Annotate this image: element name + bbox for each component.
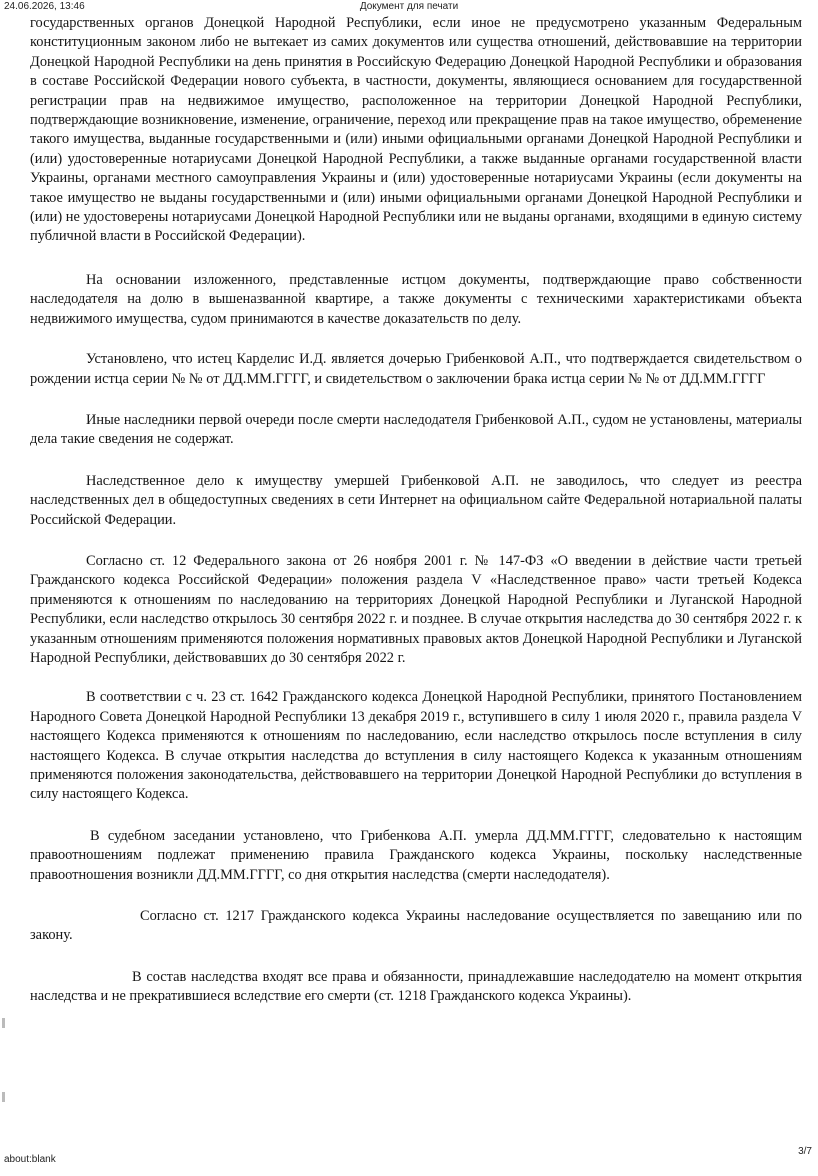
print-datetime: 24.06.2026, 13:46 xyxy=(4,1,85,12)
page-url: about:blank xyxy=(4,1154,56,1165)
paragraph: На основании изложенного, представленные истцом документы, подтверждающие право собственности наследодателя на долю в вышеназванной квартире, а также документы с техническими характеристиками объекта недвижимого имущества, судом принимаются в качестве доказательств по делу. xyxy=(30,271,802,327)
paragraph: Наследственное дело к имуществу умершей Грибенковой А.П. не заводилось, что следует из реестра наследственных дел в общедоступных сведениях в сети Интернет на официальном сайте Федеральной нотариальной палаты Российской Федерации. xyxy=(30,472,802,528)
paragraph: Иные наследники первой очереди после смерти наследодателя Грибенковой А.П., судом не установлены, материалы дела такие сведения не содержат. xyxy=(30,411,802,448)
scan-edge-mark xyxy=(2,1018,5,1028)
paragraph: В судебном заседании установлено, что Грибенкова А.П. умерла ДД.ММ.ГГГГ, следовательно к настоящим правоотношениям подлежат применению правила Гражданского кодекса Украины, поскольку наследственные правоотношения возникли ДД.ММ.ГГГГ, со дня открытия наследства (смерти наследодателя). xyxy=(30,827,802,883)
paragraph: Установлено, что истец Карделис И.Д. является дочерью Грибенковой А.П., что подтверждается свидетельством о рождении истца серии № № от ДД.ММ.ГГГГ, и свидетельством о заключении брака истца серии № № от ДД.ММ.ГГГГ xyxy=(30,351,802,387)
scan-edge-mark xyxy=(2,1092,5,1102)
paragraph: Согласно ст. 12 Федерального закона от 26 ноября 2001 г. № 147-ФЗ «О введении в действие части третьей Гражданского кодекса Российской Федерации» положения раздела V «Наследственное право» части третьей Кодекса применяются к отношениям по наследованию на территориях Донецкой Народной Республики и Луганской Народной Республики, если наследство открылось 30 сентября 2022 г. и позднее. В случае открытия наследства до 30 сентября 2022 г. к указанным отношениям применяются положения нормативных правовых актов Донецкой Народной Республики и Луганской Народной Республики, действовавших до 30 сентября 2022 г. xyxy=(30,552,802,666)
document-body xyxy=(30,14,802,1029)
paragraph: В состав наследства входят все права и обязанности, принадлежавшие наследодателю на момент открытия наследства и не прекратившиеся вследствие его смерти (ст. 1218 Гражданского кодекса Украины). xyxy=(30,968,802,1005)
paragraph: В соответствии с ч. 23 ст. 1642 Гражданского кодекса Донецкой Народной Республики, принятого Постановлением Народного Совета Донецкой Народной Республики 13 декабря 2019 г., вступившего в силу 1 июля 2020 г., правила раздела V настоящего Кодекса применяются к отношениям по наследованию, если наследство открылось после вступления в силу настоящего Кодекса. В случае открытия наследства до вступления в силу настоящего Кодекса к указанным отношениям применяются положения законодательства, действовавшего на территории Донецкой Народной Республики до вступления в силу настоящего Кодекса. xyxy=(30,689,802,803)
paragraph-continuation: государственных органов Донецкой Народной Республики, если иное не предусмотрено указанным Федеральным конституционным законом либо не вытекает из самих документов или существа отношений, действовавшие на территории Донецкой Народной Республики на день принятия в Российскую Федерацию Донецкой Народной Республики и образования в составе Российской Федерации нового субъекта, в частности, документы, являющиеся основанием для государственной регистрации прав на недвижимое имущество, расположенное на территории Донецкой Народной Республики, подтверждающие возникновение, изменение, ограничение, переход или прекращение прав на такое имущество, обременение такого имущества, выданные государственными и (или) иными официальными органами Донецкой Народной Республики и (или) удостоверенные нотариусами Донецкой Народной Республики, а также выданные органами государственной власти Украины, органами местного самоуправления Украины и (или) удостоверенные нотариусами Украины (если документы на такое имущество не выданы государственными и (или) иными официальными органами Донецкой Народной Республики и (или) не удостоверены нотариусами Донецкой Народной Республики или не выданы органами, входящими в единую систему публичной власти в Российской Федерации). xyxy=(30,15,803,245)
paragraph: Согласно ст. 1217 Гражданского кодекса Украины наследование осуществляется по завещанию или по закону. xyxy=(30,908,802,944)
page-number: 3/7 xyxy=(798,1146,812,1157)
print-title: Документ для печати xyxy=(359,1,459,12)
print-footer xyxy=(0,1146,818,1170)
